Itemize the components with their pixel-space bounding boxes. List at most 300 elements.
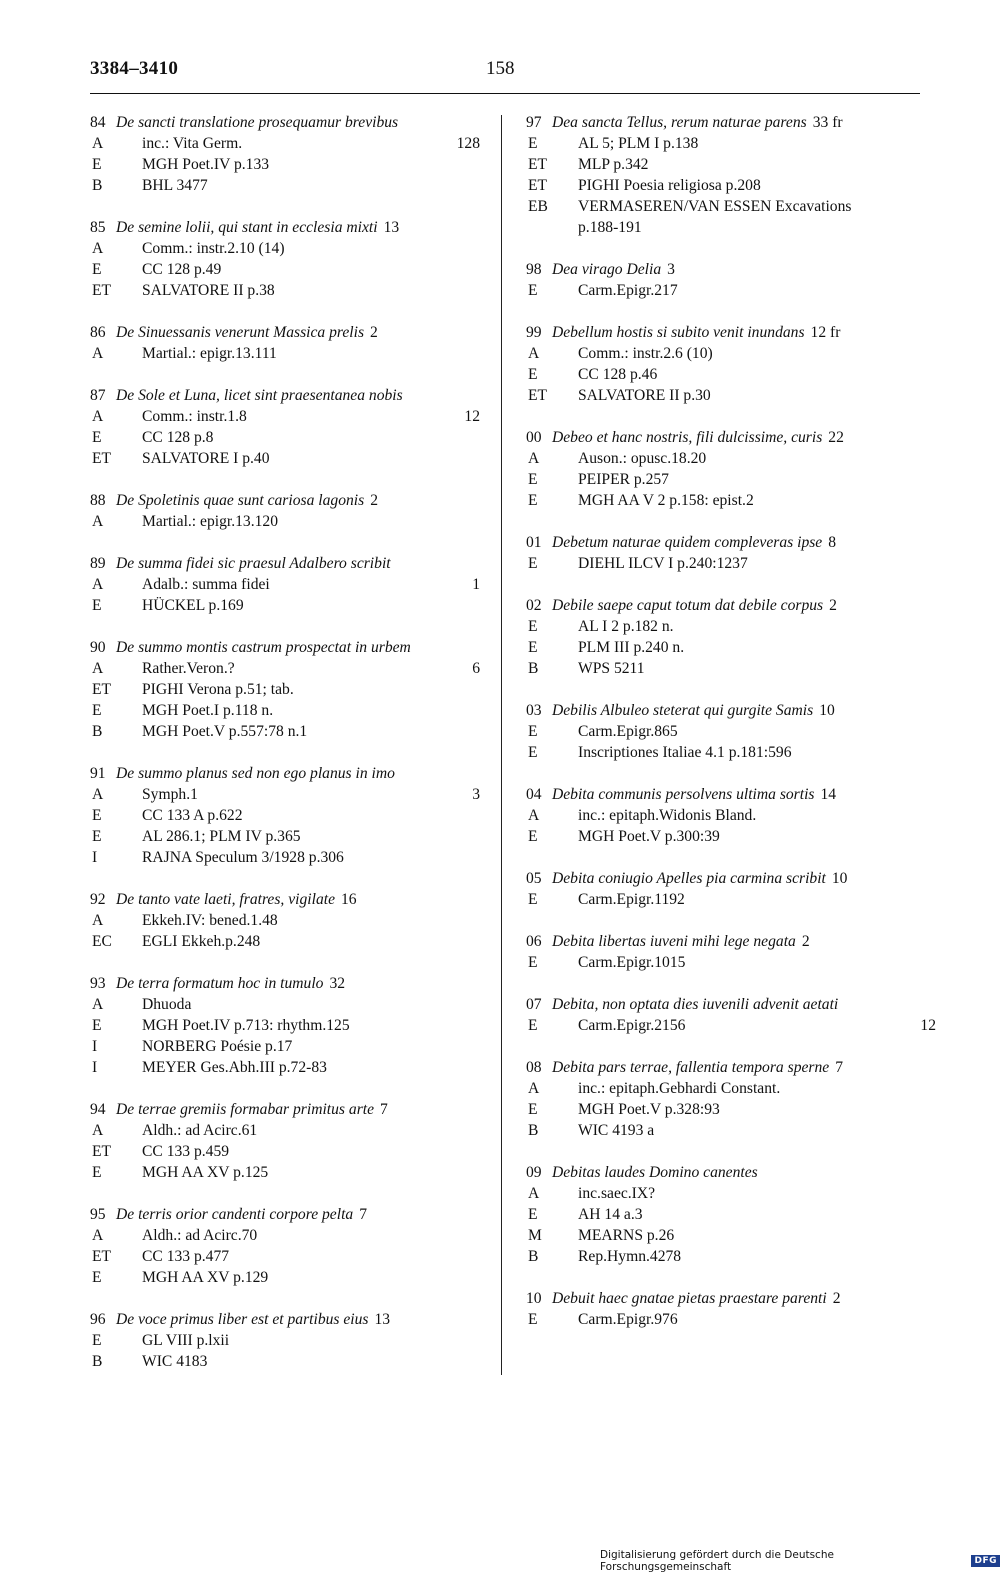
entry-headline (526, 1057, 936, 1078)
entry-headline (526, 322, 936, 343)
reference-code: ET (92, 1248, 112, 1265)
entry-headline (90, 973, 480, 994)
reference-row (90, 406, 480, 427)
reference-text: inc.: epitaph.Gebhardi Constant. (578, 1080, 781, 1097)
index-entry (526, 532, 936, 574)
entry-incipit: Debellum hostis si subito venit inundans (552, 324, 805, 341)
entry-number: 84 (90, 114, 106, 131)
entry-incipit: De summo planus sed non ego planus in imo (116, 765, 395, 782)
reference-row (90, 511, 480, 532)
reference-code: I (92, 1038, 98, 1055)
entry-incipit: De summa fidei sic praesul Adalbero scribit (116, 555, 391, 572)
reference-row (526, 805, 936, 826)
right-column (526, 112, 936, 1351)
entry-range: 3384–3410 (90, 58, 179, 79)
reference-row (526, 1078, 936, 1099)
reference-code: E (528, 1311, 538, 1328)
reference-code: E (92, 1332, 102, 1349)
reference-text: BHL 3477 (142, 177, 208, 194)
reference-code: I (92, 1059, 98, 1076)
reference-code: B (92, 1353, 103, 1370)
reference-row (526, 1309, 936, 1330)
entry-headline (526, 1288, 936, 1309)
reference-row (90, 1267, 480, 1288)
reference-code: E (528, 555, 538, 572)
entry-line-count: 2 (801, 933, 810, 950)
reference-text: Inscriptiones Italiae 4.1 p.181:596 (578, 744, 792, 761)
entry-number: 89 (90, 555, 106, 572)
entry-line-count: 2 (370, 324, 378, 341)
reference-code: E (92, 597, 102, 614)
reference-text: Carm.Epigr.217 (578, 282, 678, 299)
reference-row (90, 1330, 480, 1351)
reference-row (90, 595, 480, 616)
entry-line-count: 33 fr (812, 114, 843, 131)
reference-text: DIEHL ILCV I p.240:1237 (578, 555, 748, 572)
index-entry (90, 1204, 480, 1288)
entry-incipit: Debita coniugio Apelles pia carmina scribit (552, 870, 826, 887)
reference-row (526, 196, 936, 217)
header-rule (90, 93, 920, 94)
reference-row (526, 952, 936, 973)
entry-line-count: 7 (359, 1206, 367, 1223)
entry-incipit: Debita pars terrae, fallentia tempora sperne (552, 1059, 830, 1076)
entry-number: 86 (90, 324, 106, 341)
reference-text: Carm.Epigr.1015 (578, 954, 686, 971)
entry-incipit: Debile saepe caput totum dat debile corpus (552, 597, 824, 614)
index-entry (90, 1309, 480, 1372)
reference-code: EC (92, 933, 112, 950)
reference-text: VERMASEREN/VAN ESSEN Excavations (578, 198, 852, 215)
entry-incipit: Debitas laudes Domino canentes (552, 1164, 758, 1181)
reference-line-count: 3 (472, 786, 480, 803)
index-entry (526, 700, 936, 763)
entry-number: 10 (526, 1290, 542, 1307)
reference-text: AL 5; PLM I p.138 (578, 135, 699, 152)
reference-row (90, 280, 480, 301)
entry-incipit: De summo montis castrum prospectat in urbem (116, 639, 411, 656)
entry-number: 09 (526, 1164, 542, 1181)
index-entry (526, 1288, 936, 1330)
entry-incipit: De semine lolii, qui stant in ecclesia mixti (116, 219, 378, 236)
footer-text: Digitalisierung gefördert durch die Deutsche Forschungsgemeinschaft (600, 1549, 834, 1573)
reference-text: Martial.: epigr.13.111 (142, 345, 277, 362)
reference-text: inc.: Vita Germ. (142, 135, 243, 152)
entry-line-count: 7 (835, 1059, 843, 1076)
reference-row (526, 889, 936, 910)
reference-row (90, 175, 480, 196)
page-number: 158 (486, 58, 515, 79)
reference-code: E (92, 261, 102, 278)
entry-headline (90, 322, 480, 343)
reference-row (90, 448, 480, 469)
reference-code: A (92, 240, 104, 257)
reference-code: E (528, 891, 538, 908)
entry-number: 88 (90, 492, 106, 509)
entry-headline (526, 112, 936, 133)
entry-number: 03 (526, 702, 542, 719)
reference-row (90, 1225, 480, 1246)
entry-number: 98 (526, 261, 542, 278)
entry-incipit: Dea sancta Tellus, rerum naturae parens (552, 114, 807, 131)
reference-text: SALVATORE II p.38 (142, 282, 275, 299)
reference-text: EGLI Ekkeh.p.248 (142, 933, 261, 950)
reference-row (90, 1120, 480, 1141)
entry-incipit: De terris orior candenti corpore pelta (116, 1206, 354, 1223)
entry-headline (90, 637, 480, 658)
index-entry (90, 553, 480, 616)
reference-line-count: 12 (464, 408, 480, 425)
entry-number: 08 (526, 1059, 542, 1076)
entry-line-count: 10 (831, 870, 848, 887)
reference-text: MGH AA V 2 p.158: epist.2 (578, 492, 754, 509)
entry-line-count: 16 (341, 891, 357, 908)
entry-line-count: 13 (374, 1311, 391, 1328)
reference-code: B (528, 660, 539, 677)
entry-headline (90, 763, 480, 784)
entry-headline (526, 868, 936, 889)
reference-row (90, 133, 480, 154)
entry-line-count: 10 (819, 702, 835, 719)
reference-text: Carm.Epigr.2156 (578, 1017, 686, 1034)
reference-text: PEIPER p.257 (578, 471, 669, 488)
reference-code: A (528, 1080, 540, 1097)
reference-row (526, 448, 936, 469)
reference-text: inc.: epitaph.Widonis Bland. (578, 807, 757, 824)
reference-row (90, 931, 480, 952)
reference-row (526, 721, 936, 742)
entry-incipit: De Sole et Luna, licet sint praesentanea nobis (116, 387, 403, 404)
index-entry (526, 427, 936, 511)
index-entry (90, 490, 480, 532)
reference-code: E (92, 1017, 102, 1034)
index-entry (90, 889, 480, 952)
reference-code: A (528, 807, 540, 824)
reference-row (526, 742, 936, 763)
reference-code: A (92, 576, 104, 593)
entry-headline (90, 385, 480, 406)
entry-incipit: De Spoletinis quae sunt cariosa lagonis (116, 492, 365, 509)
dfg-logo: DFG (971, 1555, 1000, 1567)
entry-headline (526, 1162, 936, 1183)
reference-code: B (528, 1122, 539, 1139)
reference-text: Comm.: instr.1.8 (142, 408, 247, 425)
reference-code: A (92, 786, 104, 803)
reference-text: AL 286.1; PLM IV p.365 (142, 828, 301, 845)
reference-text: Aldh.: ad Acirc.61 (142, 1122, 258, 1139)
reference-code: ET (92, 282, 112, 299)
reference-row (90, 1162, 480, 1183)
reference-text: MGH Poet.I p.118 n. (142, 702, 274, 719)
reference-code: E (528, 828, 538, 845)
index-entry (526, 931, 936, 973)
entry-headline (90, 1309, 480, 1330)
reference-row (526, 637, 936, 658)
reference-code: E (528, 135, 538, 152)
reference-row (526, 343, 936, 364)
index-entry (90, 637, 480, 742)
reference-code: A (92, 912, 104, 929)
reference-code: ET (92, 1143, 112, 1160)
index-entry (526, 784, 936, 847)
entry-incipit: Debita communis persolvens ultima sortis (552, 786, 815, 803)
reference-text: Martial.: epigr.13.120 (142, 513, 278, 530)
reference-text: MLP p.342 (578, 156, 649, 173)
reference-row (90, 343, 480, 364)
reference-text: WIC 4193 a (578, 1122, 655, 1139)
reference-code: ET (528, 387, 548, 404)
reference-code: E (528, 744, 538, 761)
reference-code: E (92, 156, 102, 173)
reference-text: CC 133 A p.622 (142, 807, 243, 824)
reference-continuation: p.188-191 (578, 219, 642, 236)
reference-code: I (92, 849, 98, 866)
reference-code: E (92, 807, 102, 824)
index-entry (526, 595, 936, 679)
reference-row (526, 280, 936, 301)
reference-code: B (92, 723, 103, 740)
index-entry (90, 217, 480, 301)
reference-code: A (92, 1227, 104, 1244)
reference-code: A (92, 513, 104, 530)
index-entry (90, 1099, 480, 1183)
entry-number: 06 (526, 933, 542, 950)
reference-text: Carm.Epigr.865 (578, 723, 678, 740)
entry-incipit: De Sinuessanis venerunt Massica prelis (116, 324, 365, 341)
reference-code: A (528, 450, 540, 467)
reference-row (526, 553, 936, 574)
reference-text: PIGHI Poesia religiosa p.208 (578, 177, 761, 194)
reference-code: E (528, 492, 538, 509)
reference-code: E (528, 1101, 538, 1118)
reference-text: MGH Poet.IV p.133 (142, 156, 270, 173)
reference-row (526, 175, 936, 196)
reference-row (90, 679, 480, 700)
entry-headline (90, 490, 480, 511)
entry-incipit: De tanto vate laeti, fratres, vigilate (116, 891, 335, 908)
reference-row (90, 1057, 480, 1078)
footer (600, 1547, 1000, 1575)
entry-incipit: De sancti translatione prosequamur brevibus (116, 114, 399, 131)
entry-headline (90, 889, 480, 910)
reference-row (90, 1015, 480, 1036)
reference-row (90, 154, 480, 175)
reference-row (526, 826, 936, 847)
reference-row (90, 1141, 480, 1162)
reference-row (526, 469, 936, 490)
reference-text: MEYER Ges.Abh.III p.72-83 (142, 1059, 327, 1076)
reference-text: MGH Poet.V p.557:78 n.1 (142, 723, 308, 740)
reference-text: GL VIII p.lxii (142, 1332, 230, 1349)
entry-number: 97 (526, 114, 542, 131)
entry-number: 91 (90, 765, 106, 782)
reference-code: E (528, 954, 538, 971)
entry-number: 07 (526, 996, 542, 1013)
reference-code: E (92, 702, 102, 719)
reference-text: WIC 4183 (142, 1353, 208, 1370)
reference-code: EB (528, 198, 548, 215)
entry-headline (526, 532, 936, 553)
reference-line-count: 128 (456, 135, 480, 152)
reference-row (526, 1246, 936, 1267)
column-divider (501, 115, 502, 1375)
index-entry (90, 763, 480, 868)
reference-text: RAJNA Speculum 3/1928 p.306 (142, 849, 344, 866)
reference-text: CC 133 p.477 (142, 1248, 230, 1265)
index-entry (90, 973, 480, 1078)
reference-text: CC 128 p.8 (142, 429, 214, 446)
reference-text: Aldh.: ad Acirc.70 (142, 1227, 258, 1244)
entry-incipit: Dea virago Delia (552, 261, 662, 278)
reference-row (526, 658, 936, 679)
reference-row (90, 427, 480, 448)
entry-incipit: Debeo et hanc nostris, fili dulcissime, curis (552, 429, 823, 446)
reference-row (90, 658, 480, 679)
reference-text: SALVATORE II p.30 (578, 387, 711, 404)
reference-row (90, 259, 480, 280)
reference-row (90, 994, 480, 1015)
reference-row (90, 700, 480, 721)
index-entry (526, 322, 936, 406)
reference-code: E (528, 471, 538, 488)
reference-text: AH 14 a.3 (578, 1206, 643, 1223)
reference-text: Adalb.: summa fidei (142, 576, 270, 593)
entry-headline (90, 1099, 480, 1120)
reference-row (90, 1351, 480, 1372)
reference-row (90, 1246, 480, 1267)
entry-incipit: Debuit haec gnatae pietas praestare parenti (552, 1290, 827, 1307)
reference-text: CC 128 p.49 (142, 261, 222, 278)
entry-number: 93 (90, 975, 106, 992)
reference-text: MGH AA XV p.125 (142, 1164, 269, 1181)
entry-headline (526, 784, 936, 805)
reference-code: A (92, 345, 104, 362)
reference-code: ET (528, 156, 548, 173)
entry-number: 01 (526, 534, 542, 551)
entry-incipit: Debita libertas iuveni mihi lege negata (552, 933, 796, 950)
reference-code: A (92, 996, 104, 1013)
reference-row (90, 805, 480, 826)
reference-row (90, 847, 480, 868)
entry-number: 04 (526, 786, 542, 803)
entry-number: 87 (90, 387, 106, 404)
entry-line-count: 8 (828, 534, 837, 551)
reference-line-count: 1 (472, 576, 480, 593)
entry-number: 99 (526, 324, 542, 341)
reference-text: Carm.Epigr.1192 (578, 891, 685, 908)
index-entry (90, 322, 480, 364)
entry-number: 05 (526, 870, 542, 887)
index-entry (526, 112, 936, 238)
reference-code: A (528, 345, 540, 362)
entry-incipit: De voce primus liber est et partibus eius (116, 1311, 369, 1328)
reference-text: MEARNS p.26 (578, 1227, 675, 1244)
entry-number: 85 (90, 219, 106, 236)
reference-row (90, 574, 480, 595)
reference-text: MGH Poet.V p.300:39 (578, 828, 720, 845)
entry-headline (526, 700, 936, 721)
entry-line-count: 2 (829, 597, 837, 614)
reference-code: E (528, 366, 538, 383)
reference-row (526, 616, 936, 637)
reference-text: PLM III p.240 n. (578, 639, 685, 656)
reference-text: inc.saec.IX? (578, 1185, 656, 1202)
reference-code: M (528, 1227, 542, 1244)
entry-headline (526, 427, 936, 448)
reference-code: E (528, 1206, 538, 1223)
index-entry (526, 259, 936, 301)
entry-headline (90, 553, 480, 574)
index-entry (526, 994, 936, 1036)
reference-code: A (92, 135, 104, 152)
reference-text: NORBERG Poésie p.17 (142, 1038, 293, 1055)
entry-incipit: Debetum naturae quidem compleveras ipse (552, 534, 823, 551)
index-entry (526, 1162, 936, 1267)
entry-number: 96 (90, 1311, 106, 1328)
reference-code: A (528, 1185, 540, 1202)
entry-line-count: 32 (329, 975, 346, 992)
entry-number: 94 (90, 1101, 106, 1118)
reference-code: B (92, 177, 103, 194)
reference-code: E (528, 618, 538, 635)
entry-line-count: 22 (828, 429, 844, 446)
index-entry (90, 385, 480, 469)
reference-text: Comm.: instr.2.10 (14) (142, 240, 285, 257)
reference-text: MGH AA XV p.129 (142, 1269, 269, 1286)
reference-row (526, 1015, 936, 1036)
reference-row (526, 364, 936, 385)
reference-code: A (92, 660, 104, 677)
reference-text: Rep.Hymn.4278 (578, 1248, 682, 1265)
reference-code: E (528, 282, 538, 299)
reference-code: E (92, 1269, 102, 1286)
index-entry (526, 868, 936, 910)
entry-incipit: De terrae gremiis formabar primitus arte (116, 1101, 375, 1118)
reference-row (90, 826, 480, 847)
reference-text: Dhuoda (142, 996, 192, 1013)
entry-number: 90 (90, 639, 106, 656)
entry-line-count: 7 (380, 1101, 388, 1118)
entry-number: 92 (90, 891, 106, 908)
entry-line-count: 3 (667, 261, 675, 278)
reference-text: Symph.1 (142, 786, 198, 803)
reference-code: A (92, 1122, 104, 1139)
entry-incipit: Debita, non optata dies iuvenili advenit aetati (552, 996, 839, 1013)
entry-headline (90, 112, 480, 133)
reference-row (526, 1120, 936, 1141)
entry-line-count: 13 (383, 219, 400, 236)
reference-code: E (92, 1164, 102, 1181)
reference-text: AL I 2 p.182 n. (578, 618, 674, 635)
entry-incipit: Debilis Albuleo steterat qui gurgite Samis (552, 702, 814, 719)
entry-headline (90, 1204, 480, 1225)
reference-row (90, 721, 480, 742)
reference-line-count: 12 (920, 1017, 936, 1034)
reference-text: Auson.: opusc.18.20 (578, 450, 707, 467)
reference-code: B (528, 1248, 539, 1265)
reference-text: Carm.Epigr.976 (578, 1311, 678, 1328)
reference-code: A (92, 408, 104, 425)
reference-row (526, 1225, 936, 1246)
reference-row (526, 1204, 936, 1225)
reference-code: E (528, 1017, 538, 1034)
entry-line-count: 14 (820, 786, 837, 803)
reference-row (90, 784, 480, 805)
reference-code: E (528, 723, 538, 740)
entry-headline (526, 931, 936, 952)
reference-row (90, 910, 480, 931)
reference-text: SALVATORE I p.40 (142, 450, 270, 467)
